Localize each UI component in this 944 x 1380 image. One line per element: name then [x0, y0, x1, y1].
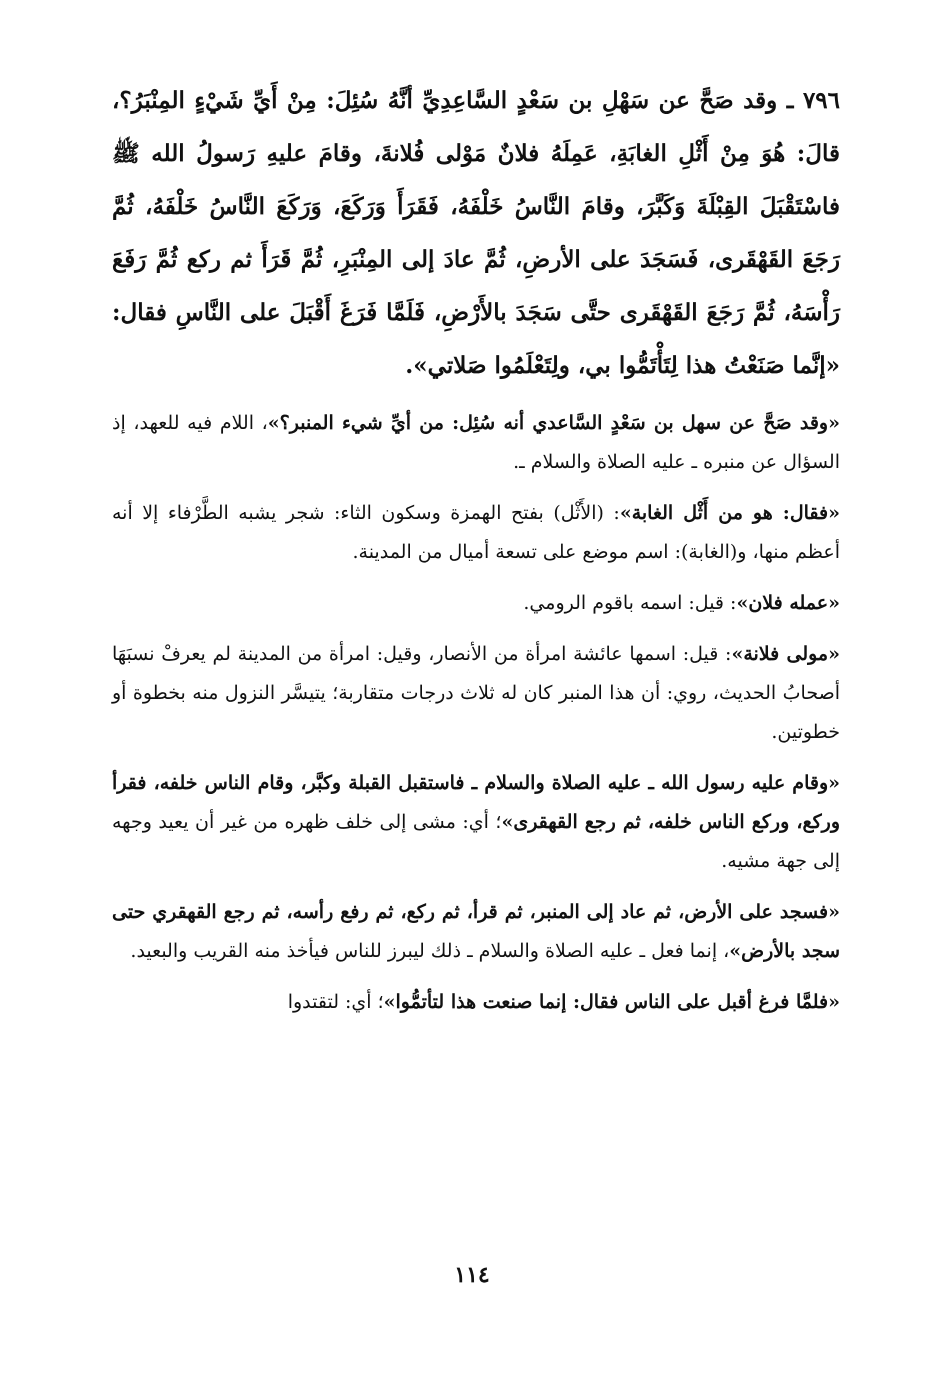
- commentary-quote: «عمله فلان»: [736, 592, 840, 614]
- commentary-text: ، إنما فعل ـ عليه الصلاة والسلام ـ ذلك ليبرز للناس فيأخذ منه القريب والبعيد.: [130, 940, 730, 962]
- commentary-text: ؛ أي: لتقتدوا: [287, 991, 384, 1013]
- commentary-paragraph: [112, 584, 840, 623]
- commentary-paragraph: [112, 764, 840, 881]
- hadith-text: ـ وقد صَحَّ عن سَهْلِ بن سَعْدٍ السَّاعِدِيِّ أنَّهُ سُئِلَ: مِنْ أَيِّ شَيْءٍ المِنْبَرُ؟، قالَ: هُوَ مِنْ أَثْلِ الغابَةِ، عَمِلَهُ فلانٌ مَوْلى فُلانةَ، وقامَ عليهِ رَسولُ الله ﷺ فاسْتَقْبَلَ القِبْلَةَ وَكَبَّرَ، وقامَ النَّاسُ خَلْفَهُ، فَقَرَأَ وَرَكَعَ، وَرَكَعَ النَّاسُ خَلْفَهُ، ثُمَّ رَجَعَ القَهْقَرى، فَسَجَدَ على الأرضِ، ثُمَّ عادَ إلى المِنْبَرِ، ثُمَّ قَرَأَ ثم ركع ثُمَّ رَفَعَ رَأْسَهُ، ثُمَّ رَجَعَ القَهْقَرى حتَّى سَجَدَ بالأَرْضِ، فَلَمَّا فَرَغَ أَقْبَلَ على النَّاسِ فقال: «إنَّما صَنَعْتُ هذا لِتَأْتَمُّوا بي، ولِتَعْلَمُوا صَلاتي».: [112, 87, 840, 379]
- commentary-text: : (الأَثْل) بفتح الهمزة وسكون الثاء: شجر يشبه الطَّرْفاء إلا أنه أعظم منها، و(الغابة): اسم موضع على تسعة أميال من المدينة.: [112, 502, 840, 563]
- commentary-quote: «مولى فلانة»: [731, 643, 840, 665]
- commentary-paragraph: [112, 983, 840, 1022]
- commentary-quote: «وقد صَحَّ عن سهل بن سَعْدٍ السَّاعدي أنه سُئِل: من أيِّ شيء المنبر؟»: [267, 412, 840, 434]
- commentary-paragraph: [112, 494, 840, 572]
- commentary-quote: «وقام عليه رسول الله ـ عليه الصلاة والسلام ـ فاستقبل القبلة وكبَّر، وقام الناس خلفه، فقرأ وركع، وركع الناس خلفه، ثم رجع القهقرى»: [112, 772, 840, 833]
- commentary-paragraph: [112, 893, 840, 971]
- commentary-quote: «فلمَّا فرغ أقبل على الناس فقال: إنما صنعت هذا لتأتمُّوا»: [383, 991, 840, 1013]
- commentary-text: : قيل: اسمه باقوم الرومي.: [523, 592, 737, 614]
- commentary-text: ؛ أي: مشى إلى خلف ظهره من غير أن يعيد وجهه إلى جهة مشيه.: [112, 811, 840, 872]
- commentary-text: : قيل: اسمها عائشة امرأة من الأنصار، وقيل: امرأة من المدينة لم يعرفْ نسبَهَا أصحابُ الحديث، روي: أن هذا المنبر كان له ثلاث درجات متقاربة؛ يتيسَّر النزول منه بخطوة أو خطوتين.: [112, 643, 841, 743]
- commentary-quote: «فقال: هو من أَثْل الغابة»: [619, 502, 840, 524]
- commentary-paragraph: [112, 404, 840, 482]
- commentary-text: ، اللام فيه للعهد، إذ السؤال عن منبره ـ عليه الصلاة والسلام ـ.: [112, 412, 840, 473]
- page-number: ١١٤: [454, 1262, 490, 1288]
- commentary-paragraph: [112, 635, 840, 752]
- page-body: [112, 74, 840, 1022]
- hadith-paragraph: [112, 74, 840, 392]
- hadith-number: ٧٩٦: [802, 87, 840, 114]
- commentary-quote: «فسجد على الأرض، ثم عاد إلى المنبر، ثم قرأ، ثم ركع، ثم رفع رأسه، ثم رجع القهقري حتى سجد بالأرض»: [112, 901, 840, 962]
